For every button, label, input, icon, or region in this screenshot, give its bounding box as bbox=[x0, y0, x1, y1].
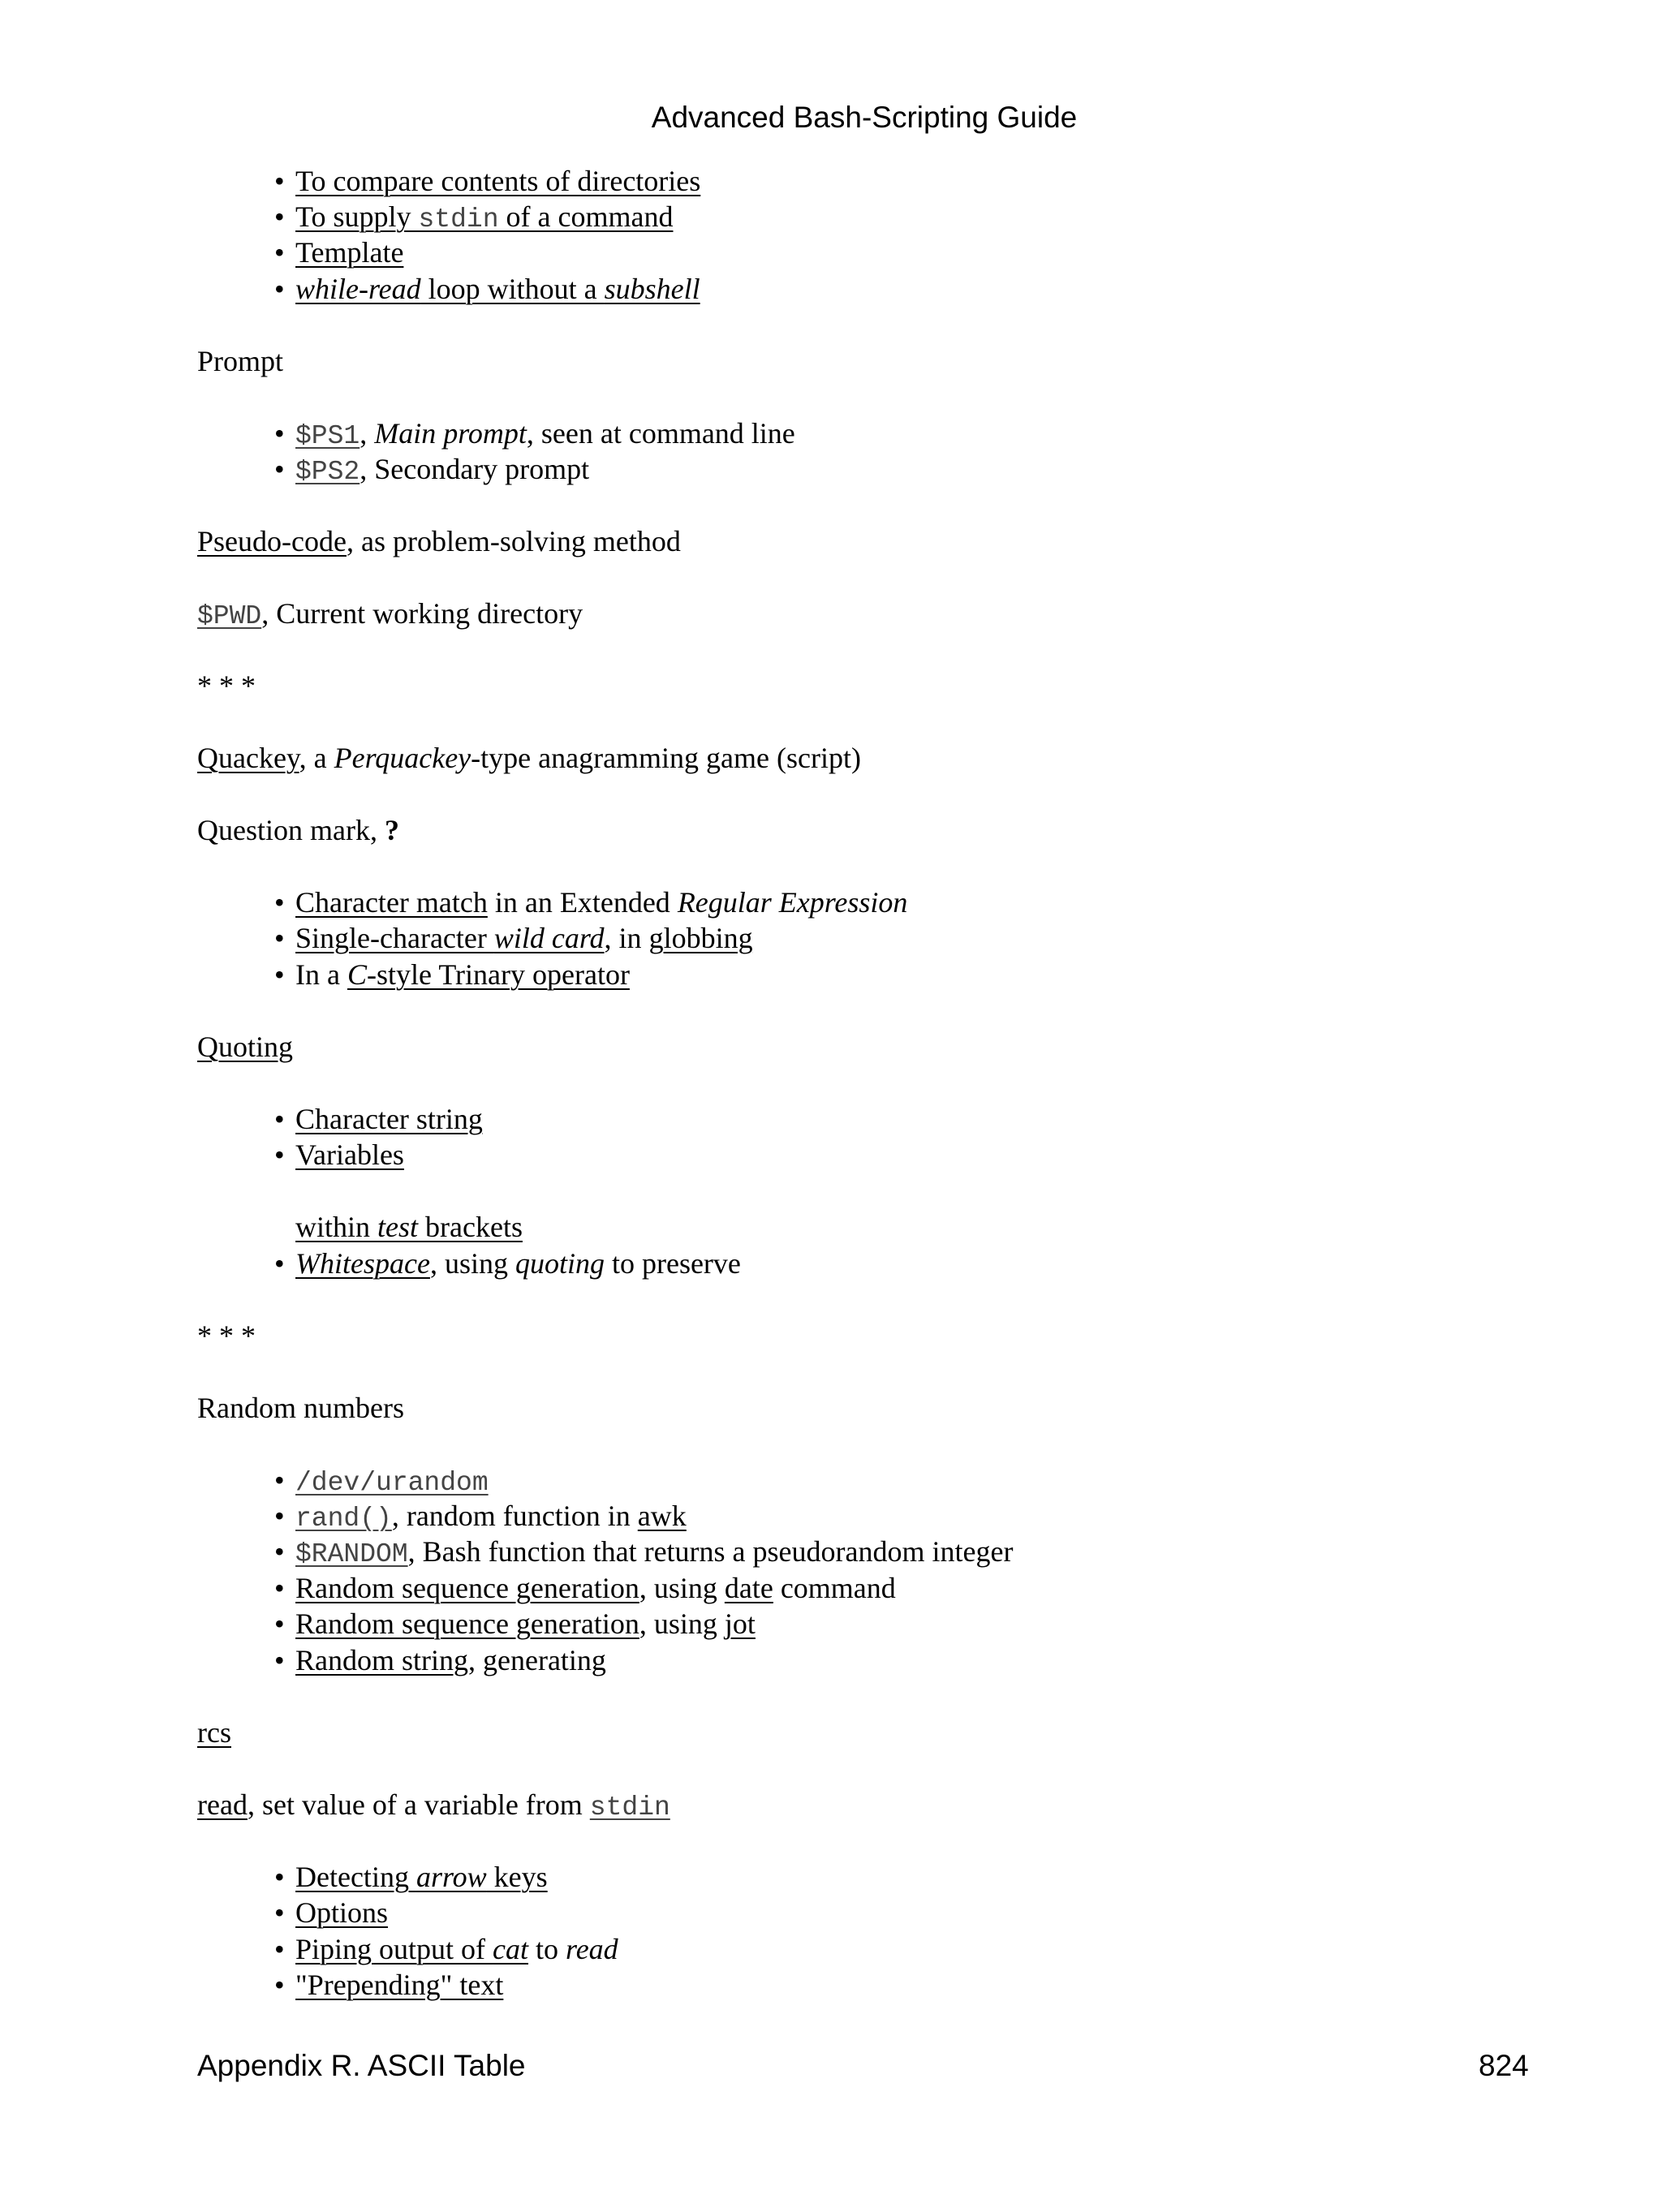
bullet-icon: • bbox=[274, 417, 285, 450]
link-character-string[interactable]: Character string bbox=[295, 1103, 483, 1135]
bullet-icon: • bbox=[274, 1896, 285, 1929]
list-item: Random sequence generation, using date command bbox=[295, 1572, 896, 1604]
bullet-icon: • bbox=[274, 922, 285, 954]
link-compare-dirs[interactable]: To compare contents of directories bbox=[295, 165, 701, 197]
link-globbing[interactable]: globbing bbox=[648, 922, 753, 954]
bullet-icon: • bbox=[274, 453, 285, 485]
bullet-icon: • bbox=[274, 1572, 285, 1604]
link-random-var[interactable]: $RANDOM bbox=[295, 1539, 408, 1569]
list-item: In a C-style Trinary operator bbox=[295, 958, 630, 991]
index-entry-prompt: Prompt bbox=[197, 345, 284, 377]
link-random-sequence-date[interactable]: Random sequence generation bbox=[295, 1572, 639, 1604]
link-while-read[interactable]: while-read loop without a subshell bbox=[295, 273, 700, 305]
list-item bbox=[295, 1140, 404, 1169]
link-single-character[interactable]: Single-character wild card bbox=[295, 922, 605, 954]
bullet-icon: • bbox=[274, 1861, 285, 1893]
index-entry-quoting bbox=[197, 1032, 293, 1061]
list-item: $PS2, Secondary prompt bbox=[295, 453, 590, 487]
link-ps2[interactable]: $PS2 bbox=[295, 457, 360, 487]
list-item bbox=[295, 1970, 503, 1999]
bullet-icon: • bbox=[274, 236, 285, 269]
link-detecting-arrow-keys[interactable]: Detecting arrow keys bbox=[295, 1861, 548, 1893]
list-item: Random string, generating bbox=[295, 1644, 606, 1676]
list-item: Single-character wild card, in globbing bbox=[295, 922, 753, 954]
bullet-icon: • bbox=[274, 1464, 285, 1496]
separator: * * * bbox=[197, 1319, 256, 1352]
list-item bbox=[295, 1898, 388, 1927]
list-item: $PS1, Main prompt, seen at command line bbox=[295, 417, 795, 451]
index-entry-question-mark: Question mark, ? bbox=[197, 814, 399, 846]
list-item: Whitespace, using quoting to preserve bbox=[295, 1247, 741, 1280]
list-item: Random sequence generation, using jot bbox=[295, 1607, 756, 1640]
link-quackey[interactable]: Quackey bbox=[197, 742, 299, 774]
list-item: $RANDOM, Bash function that returns a pseudorandom integer bbox=[295, 1535, 1014, 1569]
bullet-icon: • bbox=[274, 1644, 285, 1676]
index-entry-rcs bbox=[197, 1718, 231, 1747]
bullet-icon: • bbox=[274, 886, 285, 919]
link-pseudo-code[interactable]: Pseudo-code bbox=[197, 525, 347, 557]
link-whitespace[interactable]: Whitespace bbox=[295, 1247, 430, 1280]
link-within-test-brackets[interactable]: within test brackets bbox=[295, 1211, 523, 1243]
link-dev-urandom[interactable]: /dev/urandom bbox=[295, 1468, 489, 1498]
list-item bbox=[295, 1465, 489, 1496]
bullet-icon: • bbox=[274, 1247, 285, 1280]
link-rcs[interactable]: rcs bbox=[197, 1716, 231, 1749]
link-read[interactable]: read bbox=[197, 1788, 248, 1821]
list-item-continuation bbox=[295, 1212, 523, 1242]
link-quoting[interactable]: Quoting bbox=[197, 1031, 294, 1063]
list-item bbox=[295, 1862, 548, 1891]
link-random-sequence-jot[interactable]: Random sequence generation bbox=[295, 1607, 639, 1640]
index-entry-quackey: Quackey, a Perquackey-type anagramming game (script) bbox=[197, 742, 861, 774]
link-awk[interactable]: awk bbox=[637, 1500, 687, 1532]
bullet-icon: • bbox=[274, 1969, 285, 2001]
link-variables[interactable]: Variables bbox=[295, 1138, 404, 1171]
bullet-icon: • bbox=[274, 1500, 285, 1532]
bullet-icon: • bbox=[274, 273, 285, 305]
index-entry-pseudo-code: Pseudo-code, as problem-solving method bbox=[197, 525, 681, 557]
separator: * * * bbox=[197, 669, 256, 702]
link-jot[interactable]: jot bbox=[724, 1607, 756, 1640]
link-prepending-text[interactable]: "Prepending" text bbox=[295, 1969, 504, 2001]
link-options[interactable]: Options bbox=[295, 1896, 389, 1929]
page-number: 824 bbox=[1479, 2049, 1529, 2082]
bullet-icon: • bbox=[274, 1607, 285, 1640]
link-supply-stdin[interactable]: To supply stdin of a command bbox=[295, 200, 674, 235]
link-ps1[interactable]: $PS1 bbox=[295, 421, 360, 451]
list-item bbox=[295, 1104, 483, 1134]
bullet-icon: • bbox=[274, 1535, 285, 1568]
index-entry-random-numbers: Random numbers bbox=[197, 1392, 404, 1424]
link-trinary-operator[interactable]: C-style Trinary operator bbox=[347, 958, 630, 991]
link-template[interactable]: Template bbox=[295, 236, 404, 269]
bullet-icon: • bbox=[274, 1933, 285, 1965]
link-rand[interactable]: rand() bbox=[295, 1504, 392, 1534]
link-character-match[interactable]: Character match bbox=[295, 886, 488, 919]
bullet-icon: • bbox=[274, 165, 285, 197]
list-item bbox=[295, 166, 700, 196]
bullet-icon: • bbox=[274, 1103, 285, 1135]
link-piping-output[interactable]: Piping output of cat bbox=[295, 1933, 529, 1965]
list-item: Character match in an Extended Regular Expression bbox=[295, 886, 908, 919]
list-item: Piping output of cat to read bbox=[295, 1933, 618, 1965]
bullet-icon: • bbox=[274, 200, 285, 233]
list-item: rand(), random function in awk bbox=[295, 1500, 687, 1534]
index-entry-pwd: $PWD, Current working directory bbox=[197, 597, 583, 631]
link-random-string[interactable]: Random string bbox=[295, 1644, 468, 1676]
link-date[interactable]: date bbox=[724, 1572, 773, 1604]
list-item bbox=[295, 202, 673, 233]
link-pwd[interactable]: $PWD bbox=[197, 601, 262, 631]
bullet-icon: • bbox=[274, 1138, 285, 1171]
list-item bbox=[295, 238, 403, 267]
link-stdin[interactable]: stdin bbox=[589, 1792, 670, 1823]
bullet-icon: • bbox=[274, 958, 285, 991]
page-header: Advanced Bash-Scripting Guide bbox=[651, 101, 1078, 134]
footer-section: Appendix R. ASCII Table bbox=[197, 2049, 526, 2082]
index-entry-read: read, set value of a variable from stdin bbox=[197, 1788, 670, 1823]
list-item bbox=[295, 274, 700, 303]
